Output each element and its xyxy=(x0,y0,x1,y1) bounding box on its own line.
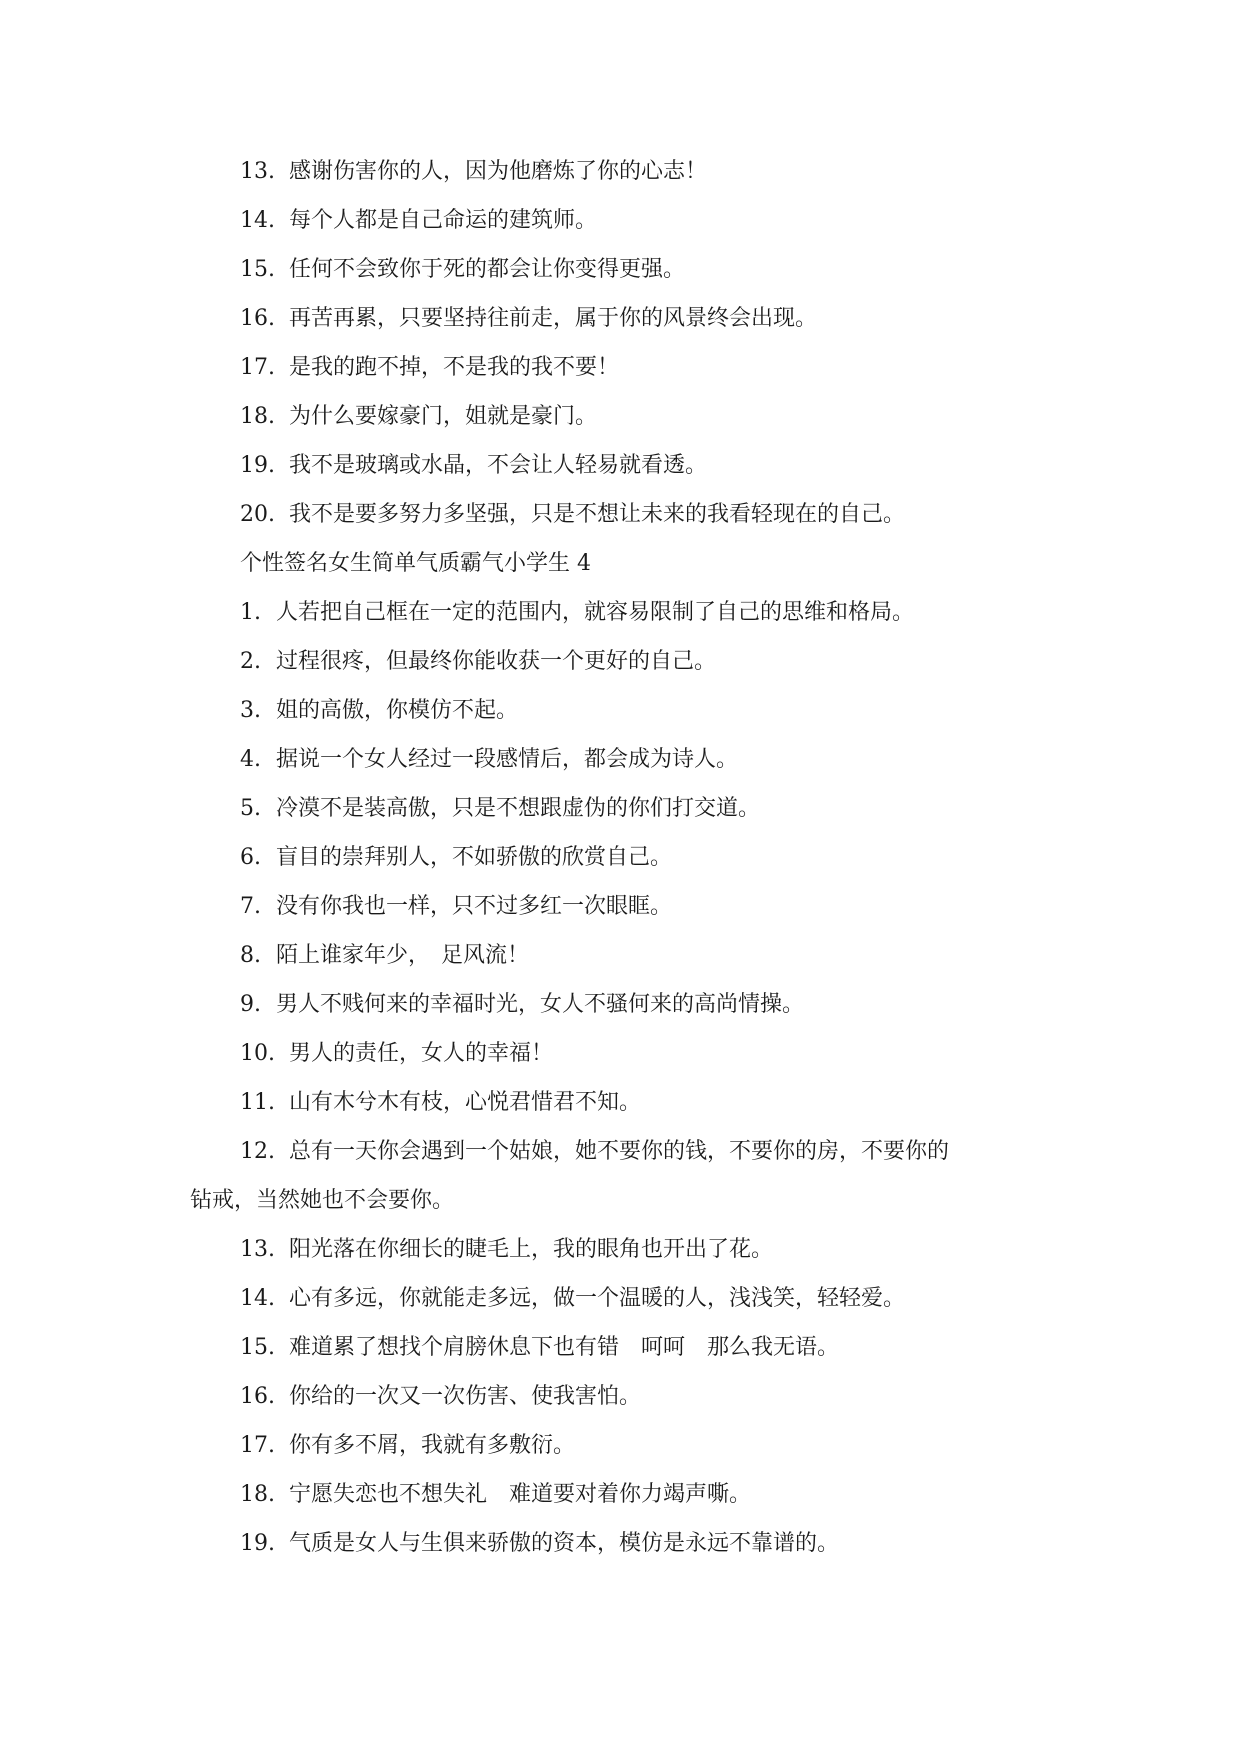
item-number: 18. xyxy=(240,404,275,429)
item-number: 4. xyxy=(240,747,261,772)
item-text: 每个人都是自己命运的建筑师。 xyxy=(289,208,598,233)
item-text: 感谢伤害你的人，因为他磨炼了你的心志！ xyxy=(289,159,708,184)
item-text: 没有你我也一样，只不过多红一次眼眶。 xyxy=(276,894,673,919)
item-number: 15. xyxy=(240,257,275,282)
item-text: 山有木兮木有枝，心悦君惜君不知。 xyxy=(289,1090,642,1115)
item-text: 据说一个女人经过一段感情后，都会成为诗人。 xyxy=(276,747,739,772)
item-number: 12. xyxy=(240,1139,275,1164)
item-number: 11. xyxy=(240,1090,275,1115)
item-text: 任何不会致你于死的都会让你变得更强。 xyxy=(289,257,686,282)
item-text: 心有多远，你就能走多远，做一个温暖的人，浅浅笑，轻轻爱。 xyxy=(289,1286,906,1311)
item-text: 我不是玻璃或水晶，不会让人轻易就看透。 xyxy=(289,453,708,478)
item-number: 19. xyxy=(240,1531,275,1556)
section-heading-text: 个性签名女生简单气质霸气小学生 4 xyxy=(240,551,591,576)
item-number: 17. xyxy=(240,355,275,380)
item-number: 15. xyxy=(240,1335,275,1360)
item-text: 你有多不屑，我就有多敷衍。 xyxy=(289,1433,576,1458)
item-text: 气质是女人与生俱来骄傲的资本，模仿是永远不靠谱的。 xyxy=(289,1531,840,1556)
item-number: 7. xyxy=(240,894,261,919)
item-text: 再苦再累，只要坚持往前走，属于你的风景终会出现。 xyxy=(289,306,818,331)
item-number: 14. xyxy=(240,1286,275,1311)
item-text: 是我的跑不掉，不是我的我不要！ xyxy=(289,355,620,380)
item-number: 6. xyxy=(240,845,261,870)
item-text: 总有一天你会遇到一个姑娘，她不要你的钱，不要你的房，不要你的 xyxy=(289,1139,950,1164)
item-number: 3. xyxy=(240,698,261,723)
item-number: 17. xyxy=(240,1433,275,1458)
item-number: 20. xyxy=(240,502,275,527)
item-number: 16. xyxy=(240,1384,275,1409)
item-number: 9. xyxy=(240,992,261,1017)
item-text: 男人不贱何来的幸福时光，女人不骚何来的高尚情操。 xyxy=(276,992,805,1017)
item-number: 14. xyxy=(240,208,275,233)
item-number: 2. xyxy=(240,649,261,674)
item-text: 男人的责任，女人的幸福！ xyxy=(289,1041,554,1066)
item-number: 13. xyxy=(240,159,275,184)
item-text: 冷漠不是装高傲，只是不想跟虚伪的你们打交道。 xyxy=(276,796,761,821)
item-number: 16. xyxy=(240,306,275,331)
item-text: 你给的一次又一次伤害、使我害怕。 xyxy=(289,1384,642,1409)
item-text: 阳光落在你细长的睫毛上，我的眼角也开出了花。 xyxy=(289,1237,774,1262)
item-number: 13. xyxy=(240,1237,275,1262)
item-number: 1. xyxy=(240,600,261,625)
item-text: 人若把自己框在一定的范围内，就容易限制了自己的思维和格局。 xyxy=(276,600,915,625)
item-text: 姐的高傲，你模仿不起。 xyxy=(276,698,519,723)
item-text: 为什么要嫁豪门，姐就是豪门。 xyxy=(289,404,598,429)
item-text: 陌上谁家年少， 足风流！ xyxy=(276,943,530,968)
item-number: 19. xyxy=(240,453,275,478)
item-text: 宁愿失恋也不想失礼 难道要对着你力竭声嘶。 xyxy=(289,1482,752,1507)
item-number: 8. xyxy=(240,943,261,968)
item-text: 难道累了想找个肩膀休息下也有错 呵呵 那么我无语。 xyxy=(289,1335,840,1360)
item-text-continued: 钻戒，当然她也不会要你。 xyxy=(190,1188,455,1213)
item-text: 盲目的崇拜别人，不如骄傲的欣赏自己。 xyxy=(276,845,673,870)
item-text: 过程很疼，但最终你能收获一个更好的自己。 xyxy=(276,649,717,674)
item-number: 10. xyxy=(240,1041,275,1066)
item-number: 18. xyxy=(240,1482,275,1507)
item-text: 我不是要多努力多坚强，只是不想让未来的我看轻现在的自己。 xyxy=(289,502,906,527)
item-number: 5. xyxy=(240,796,261,821)
